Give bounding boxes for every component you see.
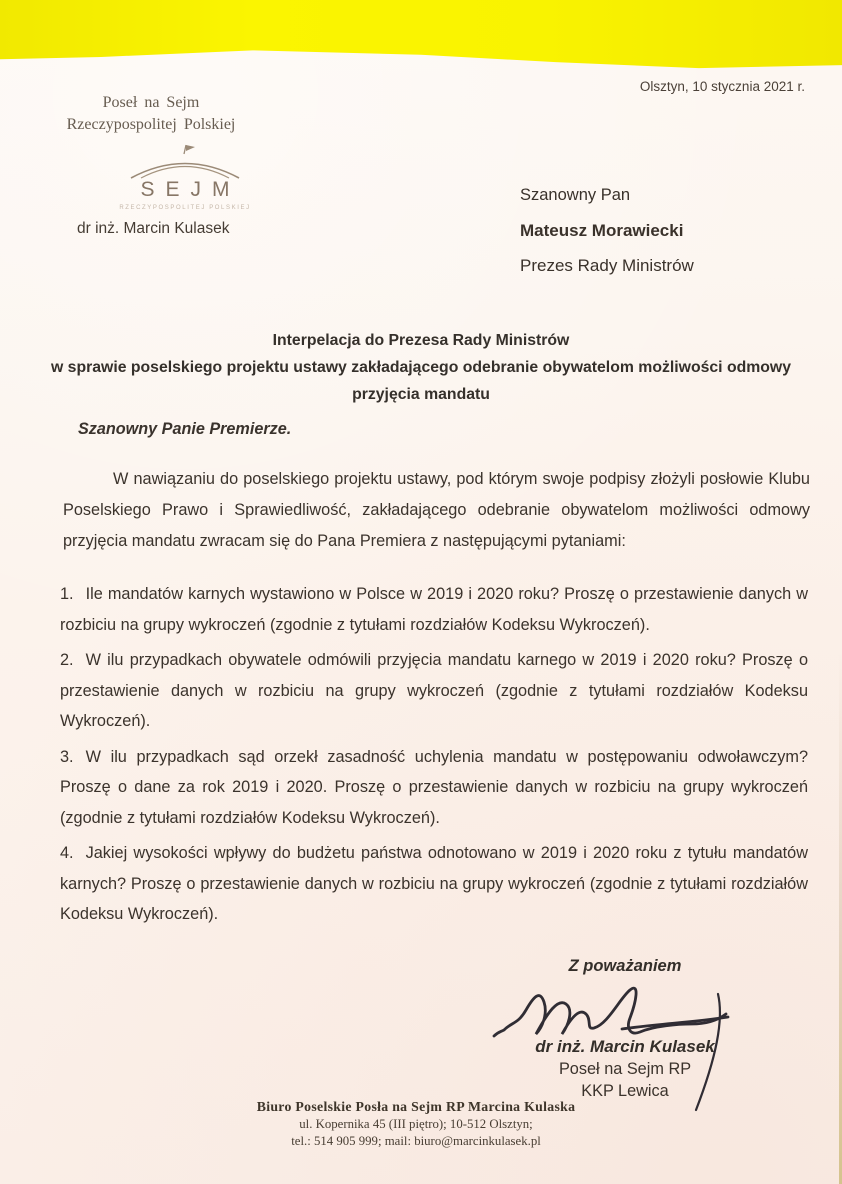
recipient-name: Mateusz Morawiecki [520, 221, 684, 240]
sejm-logo-word: SEJM [140, 178, 241, 201]
recipient-salutation: Szanowny Pan [520, 186, 631, 204]
recipient-title: Prezes Rady Ministrów [520, 256, 694, 275]
question-number: 4. [60, 844, 74, 862]
sender-letterhead [52, 92, 250, 135]
scan-background-top-bar [0, 0, 842, 74]
subject-line2: w sprawie poselskiego projektu ustawy zakładającego odebranie obywatelom możliwości odmowy [50, 359, 792, 376]
valediction: Z poważaniem [568, 957, 682, 975]
question-text: Jakiej wysokości wpływy do budżetu państwa odnotowano w 2019 i 2020 roku z tytułu mandatów karnych? Proszę o przestawienie danych w rozbiciu na grupy wykroczeń (zgodnie z tytułami rozdziałów Kodeksu Wykroczeń). [60, 844, 808, 923]
recipient-block [520, 186, 694, 276]
sender-title-line1: Poseł na Sejm [102, 94, 200, 111]
opening-paragraph: W nawiązaniu do poselskiego projektu ustawy, pod którym swoje podpisy złożyli posłowie Klubu Poselskiego Prawo i Sprawiedliwość, zakładającego odebranie obywatelom możliwości odmowy przyjęcia mandatu zwracam się do Pana Premiera z następującymi pytaniami: [63, 470, 810, 550]
office-name: Biuro Poselskie Posła na Sejm RP Marcina Kulaska [256, 1099, 576, 1114]
questions-list [60, 579, 808, 935]
sejm-logo-subtext: RZECZYPOSPOLITEJ POLSKIEJ [119, 205, 251, 211]
date-line: Olsztyn, 10 stycznia 2021 r. [639, 79, 805, 94]
signer-club: KKP Lewica [581, 1082, 669, 1100]
question-number: 3. [60, 747, 74, 766]
question-item [60, 579, 808, 640]
office-footer [0, 1099, 832, 1149]
sender-title-line2: Rzeczypospolitej Polskiej [66, 115, 236, 133]
sender-name: dr inż. Marcin Kulasek [77, 220, 230, 237]
signer-title: Poseł na Sejm RP [558, 1060, 692, 1078]
subject-heading [30, 327, 812, 408]
question-item [60, 645, 808, 737]
question-text: W ilu przypadkach obywatele odmówili przyjęcia mandatu karnego w 2019 i 2020 roku? Proszę o przestawienie danych w rozbiciu na grupy wykroczeń (zgodnie z tytułami rozdziałów Kodeksu Wykroczeń). [60, 651, 808, 730]
question-number: 1. [60, 585, 74, 603]
question-item [60, 838, 808, 930]
sejm-logo [100, 142, 270, 211]
greeting: Szanowny Panie Premierze. [78, 420, 292, 438]
office-contact: tel.: 514 905 999; mail: biuro@marcinkulasek.pl [291, 1133, 541, 1148]
signer-name: dr inż. Marcin Kulasek [535, 1037, 715, 1056]
subject-line1: Interpelacja do Prezesa Rady Ministrów [272, 332, 570, 349]
office-address: ul. Kopernika 45 (III piętro); 10-512 Olsztyn; [299, 1117, 533, 1131]
question-number: 2. [60, 651, 74, 669]
question-text: Ile mandatów karnych wystawiono w Polsce w 2019 i 2020 roku? Proszę o przestawienie danych w rozbiciu na grupy wykroczeń (zgodnie z tytułami rozdziałów Kodeksu Wykroczeń). [60, 585, 808, 634]
question-text: W ilu przypadkach sąd orzekł zasadność uchylenia mandatu w postępowaniu odwoławczym? Proszę o dane za rok 2019 i 2020. Proszę o przestawienie danych w rozbiciu na grupy wykroczeń (zgodnie z tytułami rozdziałów Kodeksu Wykroczeń). [60, 747, 808, 827]
sejm-dome-icon [125, 142, 245, 180]
question-item [60, 742, 808, 834]
subject-line3: przyjęcia mandatu [352, 386, 490, 403]
